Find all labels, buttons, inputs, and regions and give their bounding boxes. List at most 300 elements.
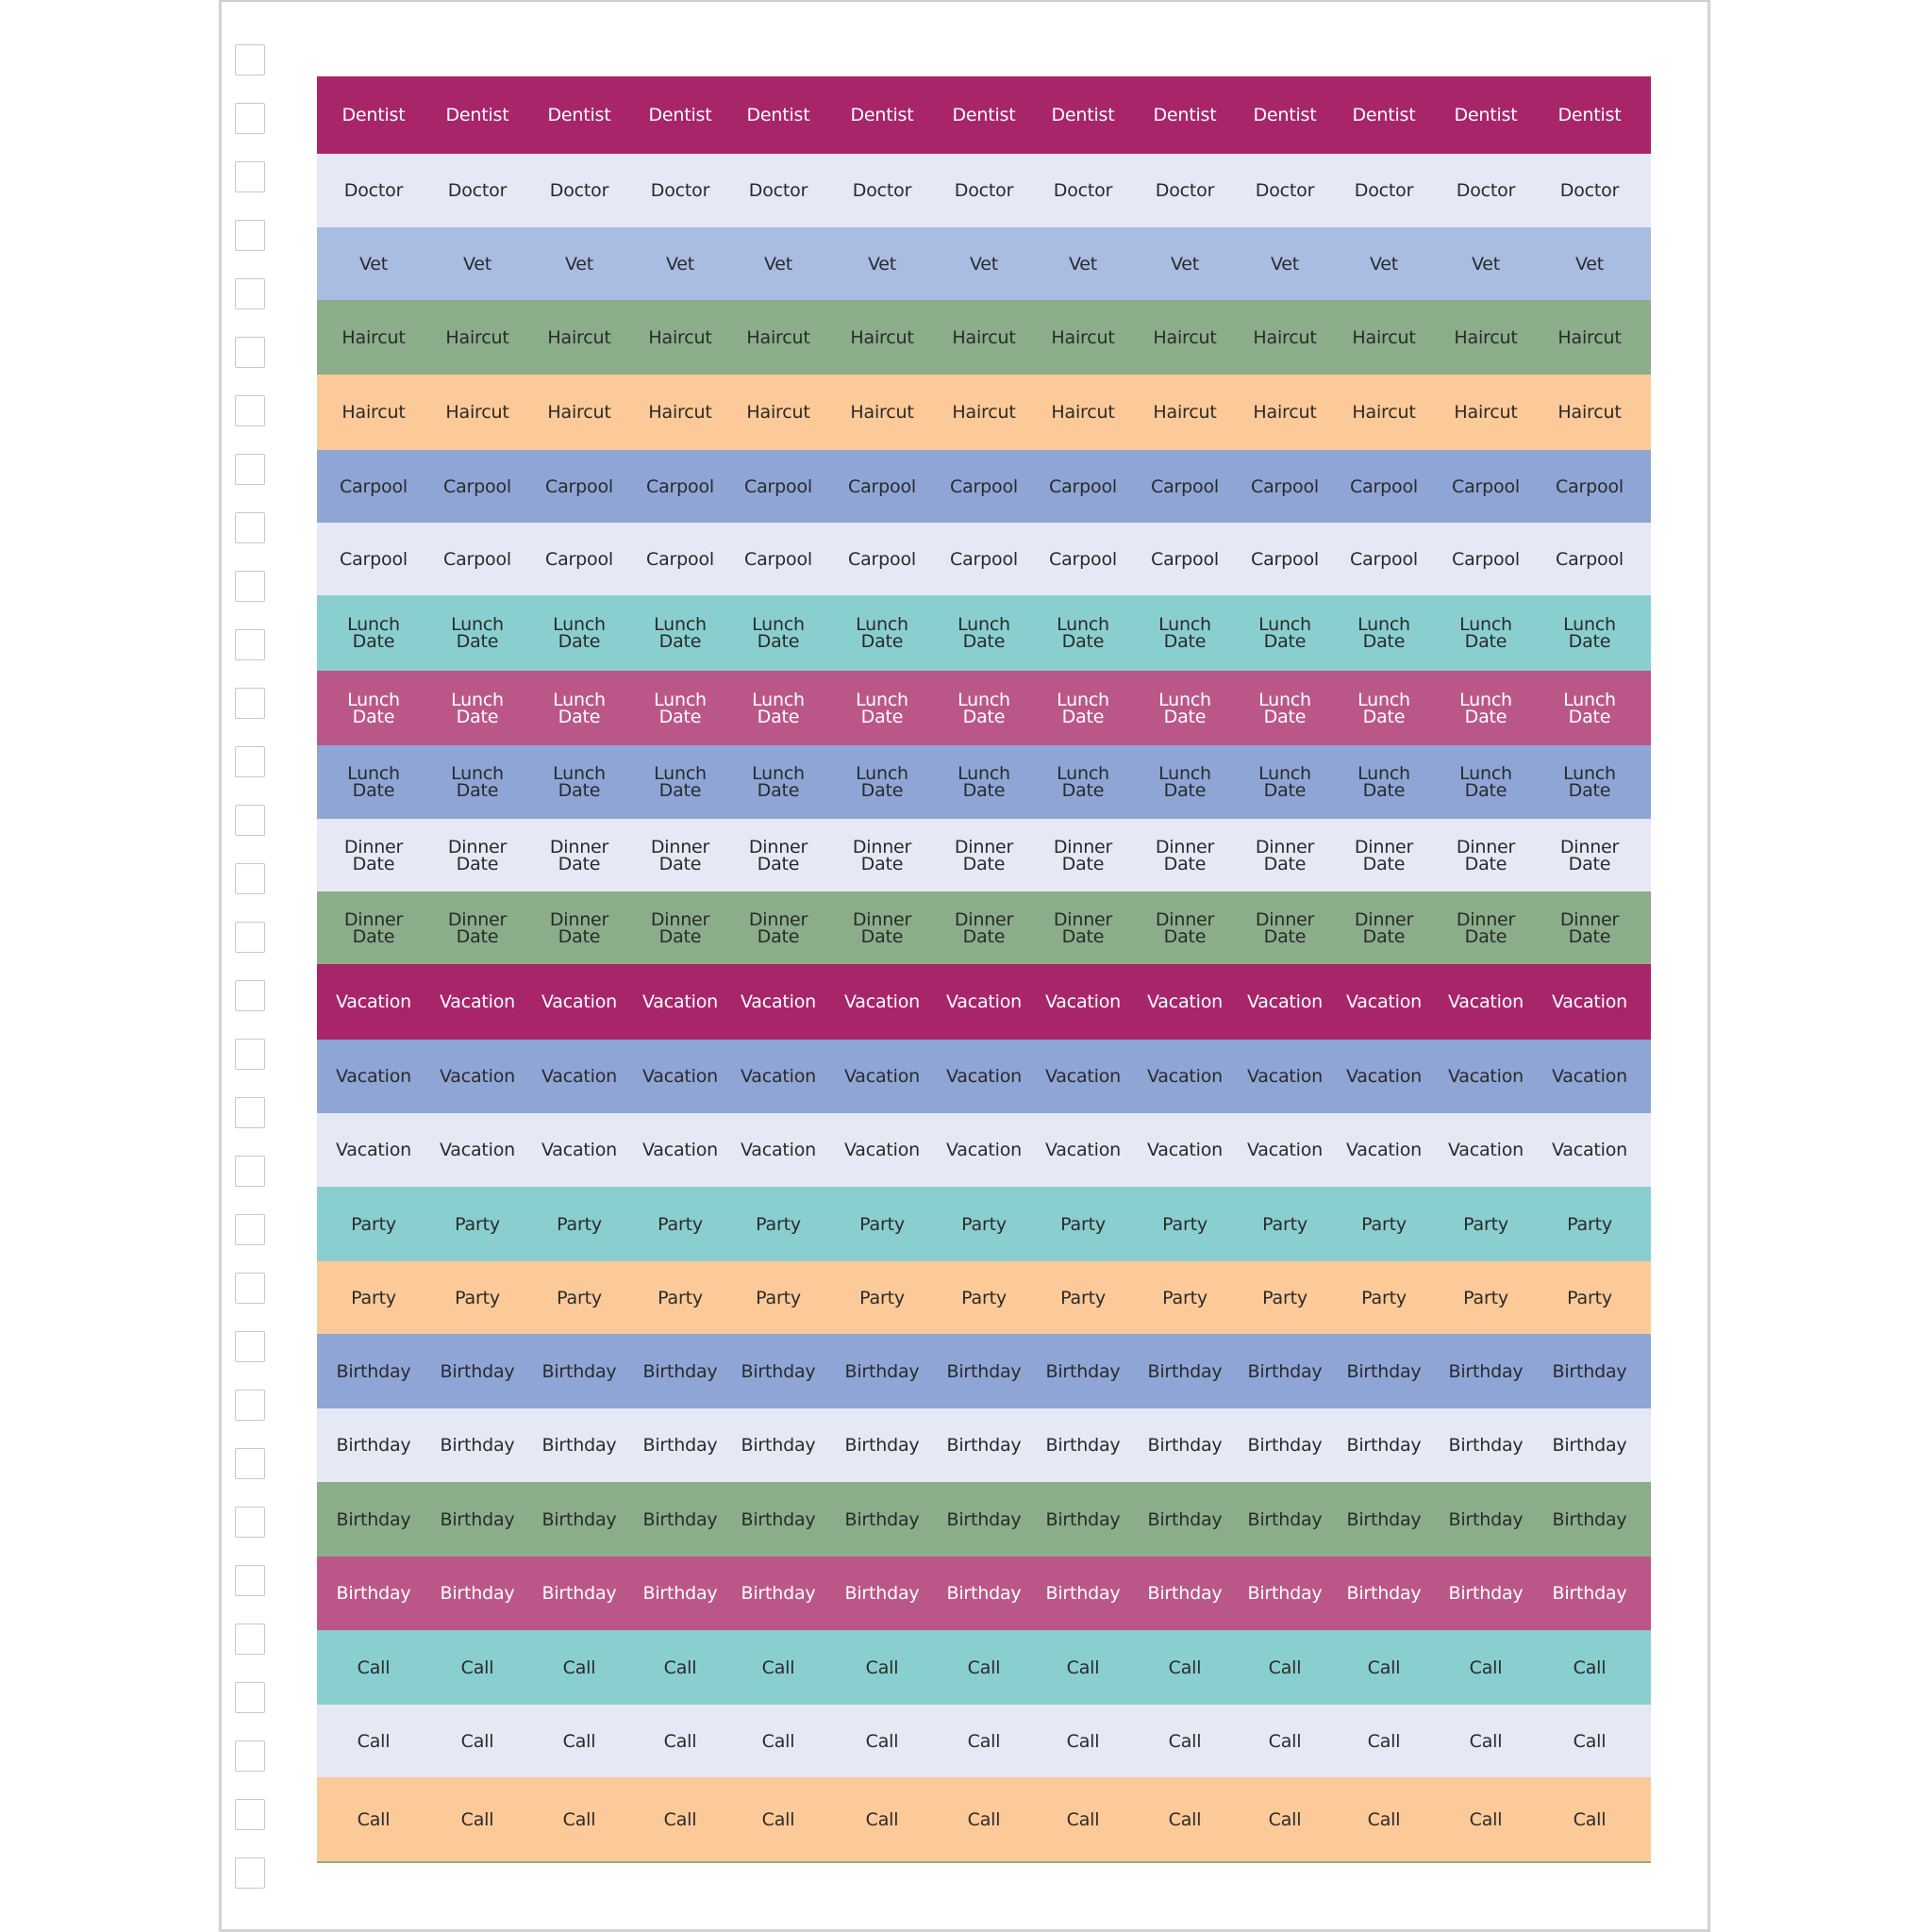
sticker-label[interactable]: Vacation	[439, 991, 516, 1012]
sticker-label[interactable]: Birthday	[1346, 1508, 1422, 1530]
sticker-label[interactable]: Carpool	[646, 548, 714, 570]
sticker-label[interactable]: Party	[756, 1213, 801, 1235]
sticker-label[interactable]: Lunch Date	[856, 689, 908, 727]
sticker-label[interactable]: Carpool	[848, 475, 916, 497]
sticker-label[interactable]: Vacation	[1345, 1140, 1423, 1160]
sticker-label[interactable]: Dinner Date	[549, 908, 609, 947]
sticker-label[interactable]: Doctor	[650, 180, 710, 201]
sticker-label[interactable]: Lunch Date	[654, 614, 707, 652]
sticker-label[interactable]: Haircut	[746, 326, 810, 348]
sticker-label[interactable]: Call	[663, 1657, 697, 1678]
sticker-label[interactable]: Vacation	[641, 1066, 719, 1087]
sticker-label[interactable]: Dinner Date	[447, 908, 508, 947]
sticker-label[interactable]: Doctor	[852, 180, 912, 201]
sticker-label[interactable]: Dentist	[445, 105, 509, 125]
sticker-label[interactable]: Birthday	[1247, 1583, 1323, 1604]
sticker-label[interactable]: Birthday	[1045, 1435, 1121, 1456]
sticker-label[interactable]: Birthday	[1147, 1583, 1223, 1604]
sticker-label[interactable]: Vacation	[1551, 1140, 1628, 1160]
sticker-label[interactable]: Party	[1162, 1213, 1208, 1235]
sticker-label[interactable]: Vet	[763, 253, 793, 275]
sticker-label[interactable]: Dentist	[850, 105, 914, 125]
sticker-label[interactable]: Call	[1573, 1730, 1607, 1752]
sticker-label[interactable]: Birthday	[1045, 1583, 1121, 1604]
sticker-label[interactable]: Haircut	[445, 402, 509, 423]
sticker-label[interactable]: Haircut	[1352, 326, 1416, 348]
sticker-label[interactable]: Birthday	[844, 1435, 920, 1456]
sticker-label[interactable]: Birthday	[946, 1508, 1022, 1530]
sticker-label[interactable]: Dinner Date	[1053, 836, 1113, 874]
sticker-label[interactable]: Haircut	[1253, 402, 1317, 423]
sticker-label[interactable]: Call	[1573, 1657, 1607, 1678]
sticker-label[interactable]: Birthday	[741, 1360, 816, 1382]
sticker-label[interactable]: Lunch Date	[856, 763, 908, 801]
sticker-label[interactable]: Haircut	[850, 326, 914, 348]
sticker-label[interactable]: Dinner Date	[1155, 836, 1215, 874]
sticker-label[interactable]: Doctor	[1456, 180, 1516, 201]
sticker-label[interactable]: Call	[357, 1808, 391, 1830]
sticker-label[interactable]: Carpool	[340, 548, 408, 570]
sticker-label[interactable]: Dinner Date	[852, 908, 912, 947]
sticker-label[interactable]: Party	[1060, 1287, 1106, 1308]
sticker-label[interactable]: Doctor	[549, 180, 609, 201]
sticker-label[interactable]: Doctor	[343, 180, 404, 201]
sticker-label[interactable]: Vacation	[1345, 1066, 1423, 1087]
sticker-label[interactable]: Birthday	[946, 1583, 1022, 1604]
sticker-label[interactable]: Dinner Date	[549, 836, 609, 874]
sticker-label[interactable]: Vacation	[1246, 1066, 1324, 1087]
sticker-label[interactable]: Vacation	[1146, 1140, 1224, 1160]
sticker-label[interactable]: Vacation	[1447, 1066, 1524, 1087]
sticker-label[interactable]: Birthday	[642, 1508, 718, 1530]
sticker-label[interactable]: Haircut	[952, 402, 1016, 423]
sticker-label[interactable]: Lunch Date	[1158, 614, 1211, 652]
sticker-label[interactable]: Dinner Date	[343, 908, 404, 947]
sticker-label[interactable]: Vet	[1369, 253, 1399, 275]
sticker-label[interactable]: Haircut	[1557, 402, 1622, 423]
sticker-label[interactable]: Call	[1066, 1657, 1100, 1678]
sticker-label[interactable]: Dentist	[1253, 105, 1317, 125]
sticker-label[interactable]: Haircut	[746, 402, 810, 423]
sticker-label[interactable]: Call	[967, 1657, 1001, 1678]
sticker-label[interactable]: Carpool	[646, 475, 714, 497]
sticker-label[interactable]: Doctor	[954, 180, 1014, 201]
sticker-label[interactable]: Dinner Date	[1456, 908, 1516, 947]
sticker-label[interactable]: Lunch Date	[451, 614, 504, 652]
sticker-label[interactable]: Vacation	[1447, 991, 1524, 1012]
sticker-label[interactable]: Vacation	[439, 1140, 516, 1160]
sticker-label[interactable]: Birthday	[844, 1508, 920, 1530]
sticker-label[interactable]: Call	[761, 1808, 795, 1830]
sticker-label[interactable]: Call	[761, 1657, 795, 1678]
sticker-label[interactable]: Call	[1066, 1808, 1100, 1830]
sticker-label[interactable]: Call	[865, 1730, 899, 1752]
sticker-label[interactable]: Lunch Date	[1563, 689, 1616, 727]
sticker-label[interactable]: Carpool	[1350, 475, 1418, 497]
sticker-label[interactable]: Party	[455, 1213, 500, 1235]
sticker-label[interactable]: Birthday	[1147, 1435, 1223, 1456]
sticker-label[interactable]: Dentist	[648, 105, 712, 125]
sticker-label[interactable]: Carpool	[744, 548, 812, 570]
sticker-label[interactable]: Birthday	[946, 1360, 1022, 1382]
sticker-label[interactable]: Call	[1268, 1730, 1302, 1752]
sticker-label[interactable]: Call	[1367, 1730, 1401, 1752]
sticker-label[interactable]: Vet	[1068, 253, 1098, 275]
sticker-label[interactable]: Doctor	[1255, 180, 1315, 201]
sticker-label[interactable]: Call	[1268, 1657, 1302, 1678]
sticker-label[interactable]: Call	[1268, 1808, 1302, 1830]
sticker-label[interactable]: Call	[663, 1730, 697, 1752]
sticker-label[interactable]: Lunch Date	[1459, 763, 1512, 801]
sticker-label[interactable]: Carpool	[1350, 548, 1418, 570]
sticker-label[interactable]: Party	[658, 1287, 703, 1308]
sticker-label[interactable]: Haircut	[1153, 402, 1217, 423]
sticker-label[interactable]: Lunch Date	[553, 614, 606, 652]
sticker-label[interactable]: Dentist	[1153, 105, 1217, 125]
sticker-label[interactable]: Party	[859, 1287, 905, 1308]
sticker-label[interactable]: Vacation	[945, 991, 1023, 1012]
sticker-label[interactable]: Carpool	[1049, 475, 1117, 497]
sticker-label[interactable]: Dinner Date	[650, 836, 710, 874]
sticker-label[interactable]: Vacation	[1345, 991, 1423, 1012]
sticker-label[interactable]: Haircut	[1051, 402, 1115, 423]
sticker-label[interactable]: Birthday	[440, 1435, 515, 1456]
sticker-label[interactable]: Vacation	[541, 991, 618, 1012]
sticker-label[interactable]: Party	[1463, 1213, 1508, 1235]
sticker-label[interactable]: Haircut	[1454, 402, 1518, 423]
sticker-label[interactable]: Birthday	[440, 1360, 515, 1382]
sticker-label[interactable]: Dentist	[1454, 105, 1518, 125]
sticker-label[interactable]: Call	[663, 1808, 697, 1830]
sticker-label[interactable]: Birthday	[1045, 1360, 1121, 1382]
sticker-label[interactable]: Vacation	[843, 1140, 921, 1160]
sticker-label[interactable]: Vacation	[740, 1140, 817, 1160]
sticker-label[interactable]: Vacation	[335, 1066, 412, 1087]
sticker-label[interactable]: Dinner Date	[1354, 836, 1414, 874]
sticker-label[interactable]: Vacation	[1246, 1140, 1324, 1160]
sticker-label[interactable]: Vet	[665, 253, 695, 275]
sticker-label[interactable]: Birthday	[1247, 1360, 1323, 1382]
sticker-label[interactable]: Vet	[564, 253, 594, 275]
sticker-label[interactable]: Vacation	[541, 1140, 618, 1160]
sticker-label[interactable]: Birthday	[844, 1360, 920, 1382]
sticker-label[interactable]: Dentist	[1051, 105, 1115, 125]
sticker-label[interactable]: Birthday	[336, 1583, 411, 1604]
sticker-label[interactable]: Call	[761, 1730, 795, 1752]
sticker-label[interactable]: Lunch Date	[347, 689, 400, 727]
sticker-label[interactable]: Haircut	[648, 402, 712, 423]
sticker-label[interactable]: Carpool	[1452, 548, 1520, 570]
sticker-label[interactable]: Dentist	[1557, 105, 1622, 125]
sticker-label[interactable]: Call	[967, 1808, 1001, 1830]
sticker-label[interactable]: Birthday	[541, 1583, 617, 1604]
sticker-label[interactable]: Lunch Date	[1258, 689, 1311, 727]
sticker-label[interactable]: Birthday	[1147, 1360, 1223, 1382]
sticker-label[interactable]: Haircut	[1557, 326, 1622, 348]
sticker-label[interactable]: Party	[351, 1287, 396, 1308]
sticker-label[interactable]: Call	[460, 1808, 494, 1830]
sticker-label[interactable]: Lunch Date	[856, 614, 908, 652]
sticker-label[interactable]: Lunch Date	[553, 763, 606, 801]
sticker-label[interactable]: Party	[1567, 1287, 1612, 1308]
sticker-label[interactable]: Call	[1168, 1730, 1202, 1752]
sticker-label[interactable]: Doctor	[447, 180, 508, 201]
sticker-label[interactable]: Haircut	[1051, 326, 1115, 348]
sticker-label[interactable]: Birthday	[336, 1508, 411, 1530]
sticker-label[interactable]: Doctor	[748, 180, 808, 201]
sticker-label[interactable]: Lunch Date	[1563, 614, 1616, 652]
sticker-label[interactable]: Lunch Date	[1357, 689, 1410, 727]
sticker-label[interactable]: Vet	[1471, 253, 1501, 275]
sticker-label[interactable]: Dentist	[341, 105, 406, 125]
sticker-label[interactable]: Dinner Date	[1053, 908, 1113, 947]
sticker-label[interactable]: Carpool	[1452, 475, 1520, 497]
sticker-label[interactable]: Birthday	[1247, 1435, 1323, 1456]
sticker-label[interactable]: Carpool	[1556, 548, 1624, 570]
sticker-label[interactable]: Lunch Date	[654, 763, 707, 801]
sticker-label[interactable]: Doctor	[1155, 180, 1215, 201]
sticker-label[interactable]: Lunch Date	[1158, 689, 1211, 727]
sticker-label[interactable]: Carpool	[340, 475, 408, 497]
sticker-label[interactable]: Dinner Date	[954, 908, 1014, 947]
sticker-label[interactable]: Lunch Date	[958, 689, 1010, 727]
sticker-label[interactable]: Birthday	[336, 1435, 411, 1456]
sticker-label[interactable]: Lunch Date	[1357, 614, 1410, 652]
sticker-label[interactable]: Party	[1262, 1213, 1307, 1235]
sticker-label[interactable]: Birthday	[642, 1435, 718, 1456]
sticker-label[interactable]: Birthday	[440, 1583, 515, 1604]
sticker-label[interactable]: Lunch Date	[1258, 763, 1311, 801]
sticker-label[interactable]: Birthday	[1346, 1435, 1422, 1456]
sticker-label[interactable]: Lunch Date	[1158, 763, 1211, 801]
sticker-label[interactable]: Call	[562, 1657, 596, 1678]
sticker-label[interactable]: Haircut	[341, 402, 406, 423]
sticker-label[interactable]: Vacation	[1246, 991, 1324, 1012]
sticker-label[interactable]: Lunch Date	[654, 689, 707, 727]
sticker-label[interactable]: Party	[1567, 1213, 1612, 1235]
sticker-label[interactable]: Carpool	[848, 548, 916, 570]
sticker-label[interactable]: Haircut	[850, 402, 914, 423]
sticker-label[interactable]: Dentist	[1352, 105, 1416, 125]
sticker-label[interactable]: Party	[658, 1213, 703, 1235]
sticker-label[interactable]: Birthday	[1346, 1583, 1422, 1604]
sticker-label[interactable]: Party	[1262, 1287, 1307, 1308]
sticker-label[interactable]: Vacation	[1146, 991, 1224, 1012]
sticker-label[interactable]: Birthday	[1552, 1360, 1627, 1382]
sticker-label[interactable]: Vet	[1574, 253, 1605, 275]
sticker-label[interactable]: Call	[1367, 1808, 1401, 1830]
sticker-label[interactable]: Haircut	[1454, 326, 1518, 348]
sticker-label[interactable]: Party	[756, 1287, 801, 1308]
sticker-label[interactable]: Lunch Date	[1057, 614, 1109, 652]
sticker-label[interactable]: Birthday	[440, 1508, 515, 1530]
sticker-label[interactable]: Dentist	[547, 105, 611, 125]
sticker-label[interactable]: Party	[557, 1213, 602, 1235]
sticker-label[interactable]: Vacation	[843, 1066, 921, 1087]
sticker-label[interactable]: Call	[967, 1730, 1001, 1752]
sticker-label[interactable]: Lunch Date	[1459, 689, 1512, 727]
sticker-label[interactable]: Dinner Date	[748, 836, 808, 874]
sticker-label[interactable]: Party	[351, 1213, 396, 1235]
sticker-label[interactable]: Dentist	[746, 105, 810, 125]
sticker-label[interactable]: Lunch Date	[451, 689, 504, 727]
sticker-label[interactable]: Lunch Date	[347, 614, 400, 652]
sticker-label[interactable]: Vacation	[1551, 1066, 1628, 1087]
sticker-label[interactable]: Birthday	[1045, 1508, 1121, 1530]
sticker-label[interactable]: Birthday	[336, 1360, 411, 1382]
sticker-label[interactable]: Birthday	[1552, 1508, 1627, 1530]
sticker-label[interactable]: Haircut	[547, 326, 611, 348]
sticker-label[interactable]: Vacation	[1044, 1140, 1122, 1160]
sticker-label[interactable]: Vacation	[335, 1140, 412, 1160]
sticker-label[interactable]: Call	[562, 1808, 596, 1830]
sticker-label[interactable]: Dinner Date	[748, 908, 808, 947]
sticker-label[interactable]: Vacation	[541, 1066, 618, 1087]
sticker-label[interactable]: Vet	[462, 253, 492, 275]
sticker-label[interactable]: Carpool	[1556, 475, 1624, 497]
sticker-label[interactable]: Party	[961, 1287, 1007, 1308]
sticker-label[interactable]: Haircut	[341, 326, 406, 348]
sticker-label[interactable]: Lunch Date	[553, 689, 606, 727]
sticker-label[interactable]: Call	[357, 1730, 391, 1752]
sticker-label[interactable]: Birthday	[541, 1360, 617, 1382]
sticker-label[interactable]: Party	[455, 1287, 500, 1308]
sticker-label[interactable]: Doctor	[1354, 180, 1414, 201]
sticker-label[interactable]: Carpool	[1151, 548, 1219, 570]
sticker-label[interactable]: Dentist	[952, 105, 1016, 125]
sticker-label[interactable]: Call	[865, 1808, 899, 1830]
sticker-label[interactable]: Lunch Date	[1258, 614, 1311, 652]
sticker-label[interactable]: Vacation	[641, 1140, 719, 1160]
sticker-label[interactable]: Dinner Date	[1559, 836, 1620, 874]
sticker-label[interactable]: Birthday	[642, 1583, 718, 1604]
sticker-label[interactable]: Dinner Date	[1255, 836, 1315, 874]
sticker-label[interactable]: Birthday	[1552, 1583, 1627, 1604]
sticker-label[interactable]: Carpool	[1251, 475, 1319, 497]
sticker-label[interactable]: Lunch Date	[752, 614, 805, 652]
sticker-label[interactable]: Call	[1573, 1808, 1607, 1830]
sticker-label[interactable]: Lunch Date	[958, 614, 1010, 652]
sticker-label[interactable]: Lunch Date	[958, 763, 1010, 801]
sticker-label[interactable]: Carpool	[744, 475, 812, 497]
sticker-label[interactable]: Haircut	[1352, 402, 1416, 423]
sticker-label[interactable]: Birthday	[1448, 1583, 1524, 1604]
sticker-label[interactable]: Haircut	[445, 326, 509, 348]
sticker-label[interactable]: Lunch Date	[1357, 763, 1410, 801]
sticker-label[interactable]: Vacation	[1044, 991, 1122, 1012]
sticker-label[interactable]: Party	[1463, 1287, 1508, 1308]
sticker-label[interactable]: Call	[865, 1657, 899, 1678]
sticker-label[interactable]: Call	[460, 1657, 494, 1678]
sticker-label[interactable]: Vacation	[335, 991, 412, 1012]
sticker-label[interactable]: Vacation	[1044, 1066, 1122, 1087]
sticker-label[interactable]: Birthday	[741, 1435, 816, 1456]
sticker-label[interactable]: Party	[1060, 1213, 1106, 1235]
sticker-label[interactable]: Lunch Date	[347, 763, 400, 801]
sticker-label[interactable]: Party	[961, 1213, 1007, 1235]
sticker-label[interactable]: Party	[1361, 1287, 1407, 1308]
sticker-label[interactable]: Vacation	[740, 1066, 817, 1087]
sticker-label[interactable]: Birthday	[1448, 1435, 1524, 1456]
sticker-label[interactable]: Birthday	[1448, 1360, 1524, 1382]
sticker-label[interactable]: Call	[1469, 1657, 1503, 1678]
sticker-label[interactable]: Vacation	[641, 991, 719, 1012]
sticker-label[interactable]: Vet	[969, 253, 999, 275]
sticker-label[interactable]: Dinner Date	[447, 836, 508, 874]
sticker-label[interactable]: Carpool	[1251, 548, 1319, 570]
sticker-label[interactable]: Lunch Date	[1563, 763, 1616, 801]
sticker-label[interactable]: Birthday	[741, 1583, 816, 1604]
sticker-label[interactable]: Vacation	[1551, 991, 1628, 1012]
sticker-label[interactable]: Dinner Date	[650, 908, 710, 947]
sticker-label[interactable]: Dinner Date	[1255, 908, 1315, 947]
sticker-label[interactable]: Call	[1469, 1808, 1503, 1830]
sticker-label[interactable]: Vacation	[740, 991, 817, 1012]
sticker-label[interactable]: Birthday	[1247, 1508, 1323, 1530]
sticker-label[interactable]: Haircut	[1253, 326, 1317, 348]
sticker-label[interactable]: Birthday	[1552, 1435, 1627, 1456]
sticker-label[interactable]: Call	[1367, 1657, 1401, 1678]
sticker-label[interactable]: Vet	[867, 253, 897, 275]
sticker-label[interactable]: Birthday	[741, 1508, 816, 1530]
sticker-label[interactable]: Dinner Date	[852, 836, 912, 874]
sticker-label[interactable]: Lunch Date	[1057, 763, 1109, 801]
sticker-label[interactable]: Vacation	[945, 1066, 1023, 1087]
sticker-label[interactable]: Birthday	[1346, 1360, 1422, 1382]
sticker-label[interactable]: Dinner Date	[1559, 908, 1620, 947]
sticker-label[interactable]: Call	[357, 1657, 391, 1678]
sticker-label[interactable]: Vacation	[439, 1066, 516, 1087]
sticker-label[interactable]: Carpool	[545, 548, 613, 570]
sticker-label[interactable]: Call	[1168, 1808, 1202, 1830]
sticker-label[interactable]: Party	[859, 1213, 905, 1235]
sticker-label[interactable]: Haircut	[648, 326, 712, 348]
sticker-label[interactable]: Dinner Date	[1354, 908, 1414, 947]
sticker-label[interactable]: Doctor	[1559, 180, 1620, 201]
sticker-label[interactable]: Birthday	[1448, 1508, 1524, 1530]
sticker-label[interactable]: Dinner Date	[1155, 908, 1215, 947]
sticker-label[interactable]: Carpool	[950, 475, 1018, 497]
sticker-label[interactable]: Vacation	[1447, 1140, 1524, 1160]
sticker-label[interactable]: Dinner Date	[954, 836, 1014, 874]
sticker-label[interactable]: Birthday	[1147, 1508, 1223, 1530]
sticker-label[interactable]: Call	[1168, 1657, 1202, 1678]
sticker-label[interactable]: Carpool	[443, 475, 511, 497]
sticker-label[interactable]: Vet	[1270, 253, 1300, 275]
sticker-label[interactable]: Lunch Date	[1459, 614, 1512, 652]
sticker-label[interactable]: Vet	[358, 253, 389, 275]
sticker-label[interactable]: Lunch Date	[1057, 689, 1109, 727]
sticker-label[interactable]: Call	[1469, 1730, 1503, 1752]
sticker-label[interactable]: Party	[557, 1287, 602, 1308]
sticker-label[interactable]: Carpool	[950, 548, 1018, 570]
sticker-label[interactable]: Vacation	[843, 991, 921, 1012]
sticker-label[interactable]: Call	[1066, 1730, 1100, 1752]
sticker-label[interactable]: Vacation	[1146, 1066, 1224, 1087]
sticker-label[interactable]: Party	[1162, 1287, 1208, 1308]
sticker-label[interactable]: Call	[562, 1730, 596, 1752]
sticker-label[interactable]: Dinner Date	[1456, 836, 1516, 874]
sticker-label[interactable]: Birthday	[541, 1435, 617, 1456]
sticker-label[interactable]: Carpool	[1151, 475, 1219, 497]
sticker-label[interactable]: Party	[1361, 1213, 1407, 1235]
sticker-label[interactable]: Doctor	[1053, 180, 1113, 201]
sticker-label[interactable]: Haircut	[1153, 326, 1217, 348]
sticker-label[interactable]: Birthday	[844, 1583, 920, 1604]
sticker-label[interactable]: Lunch Date	[752, 763, 805, 801]
sticker-label[interactable]: Lunch Date	[451, 763, 504, 801]
sticker-label[interactable]: Carpool	[443, 548, 511, 570]
